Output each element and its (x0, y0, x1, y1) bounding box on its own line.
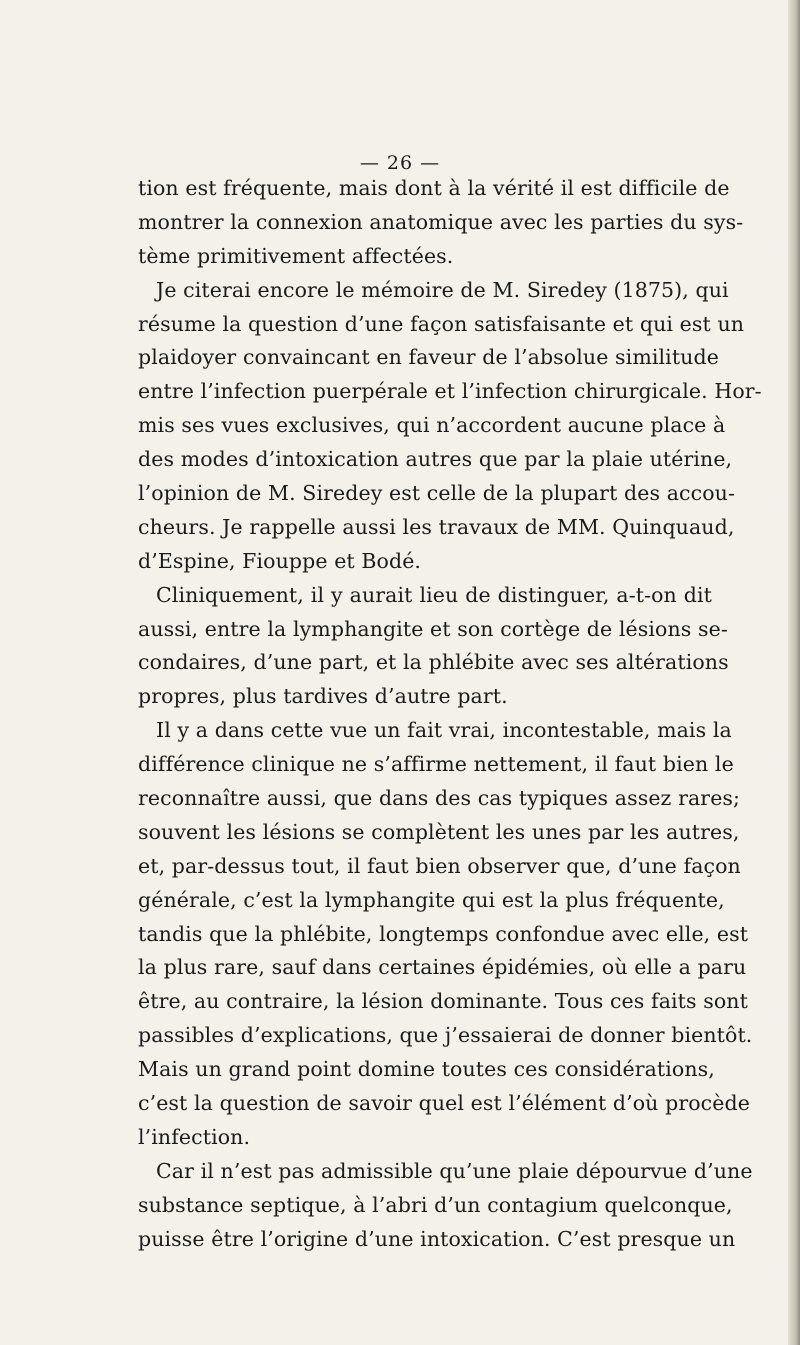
text-line: souvent les lésions se complètent les unes par les autres, (138, 819, 740, 844)
text-line: cheurs. Je rappelle aussi les travaux de MM. Quinquaud, (138, 514, 735, 539)
text-line: substance septique, à l’abri d’un contagium quelconque, (138, 1192, 733, 1217)
text-line: montrer la connexion anatomique avec les parties du sys- (138, 209, 744, 234)
text-line: d’Espine, Fiouppe et Bodé. (138, 548, 422, 573)
body-text (138, 172, 762, 1257)
text-line: l’infection. (138, 1124, 251, 1149)
text-line: mis ses vues exclusives, qui n’accordent aucune place à (138, 413, 726, 438)
text-line: reconnaître aussi, que dans des cas typiques assez rares; (138, 786, 741, 811)
page-edge-shadow (788, 0, 800, 1345)
text-line: entre l’infection puerpérale et l’infection chirurgicale. Hor- (138, 379, 762, 404)
page-number: — 26 — (359, 152, 441, 174)
text-line: et, par-dessus tout, il faut bien observer que, d’une façon (138, 853, 741, 878)
text-line: Mais un grand point domine toutes ces considérations, (138, 1057, 715, 1082)
text-line: résume la question d’une façon satisfaisante et qui est un (138, 311, 745, 336)
text-line: puisse être l’origine d’une intoxication. C’est presque un (138, 1226, 736, 1251)
text-line: des modes d’intoxication autres que par la plaie utérine, (138, 447, 733, 472)
text-line: propres, plus tardives d’autre part. (138, 684, 508, 709)
text-line: tandis que la phlébite, longtemps confondue avec elle, est (138, 921, 749, 946)
text-line: différence clinique ne s’affirme nettement, il faut bien le (138, 752, 734, 777)
text-line: passibles d’explications, que j’essaierai de donner bientôt. (138, 1023, 753, 1048)
text-line: plaidoyer convaincant en faveur de l’absolue similitude (138, 345, 719, 370)
text-line: générale, c’est la lymphangite qui est la plus fréquente, (138, 887, 725, 912)
text-line: condaires, d’une part, et la phlébite avec ses altérations (138, 650, 729, 675)
text-line: aussi, entre la lymphangite et son cortège de lésions se- (138, 616, 728, 641)
text-line: Je citerai encore le mémoire de M. Siredey (1875), qui (156, 277, 729, 302)
text-line: Cliniquement, il y aurait lieu de distinguer, a-t-on dit (156, 582, 712, 607)
text-line: tion est fréquente, mais dont à la vérité il est difficile de (138, 176, 730, 200)
text-line: Car il n’est pas admissible qu’une plaie dépourvue d’une (156, 1158, 753, 1183)
text-line: tème primitivement affectées. (138, 243, 454, 268)
text-line: être, au contraire, la lésion dominante. Tous ces faits sont (138, 989, 748, 1014)
text-line: la plus rare, sauf dans certaines épidémies, où elle a paru (138, 955, 747, 980)
text-line: l’opinion de M. Siredey est celle de la plupart des accou- (138, 481, 735, 506)
text-line: Il y a dans cette vue un fait vrai, incontestable, mais la (156, 718, 732, 743)
text-line: c’est la question de savoir quel est l’élément d’où procède (138, 1091, 750, 1116)
